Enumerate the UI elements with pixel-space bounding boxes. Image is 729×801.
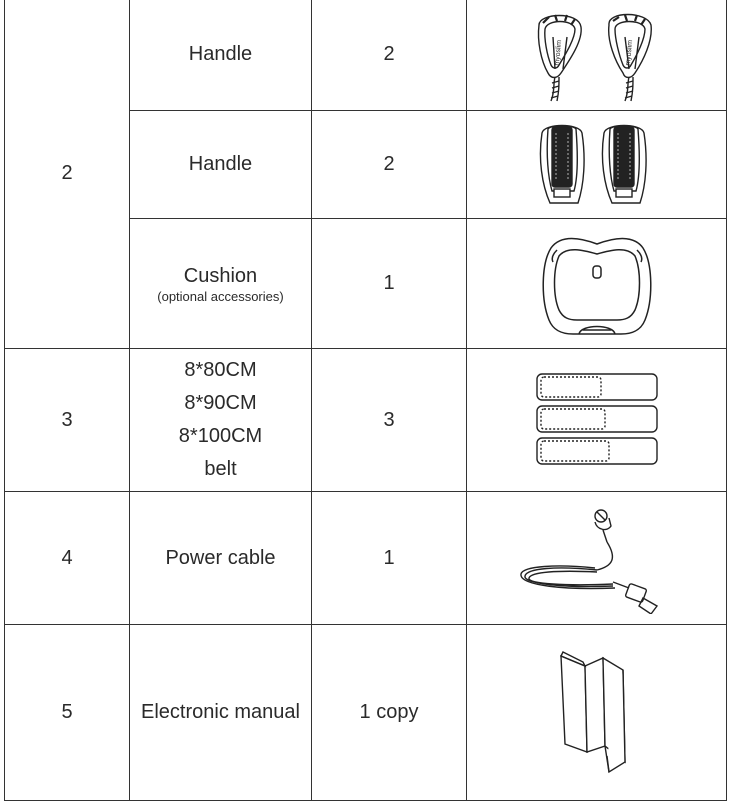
cushion-icon: [537, 230, 657, 338]
handle-illustration-cell: [467, 0, 727, 111]
power-cable-icon: [517, 502, 677, 614]
item-name-cell: [130, 349, 312, 492]
item-name-line: 8*90CM: [184, 392, 257, 414]
table-row: [5, 0, 727, 111]
item-name-cell: [130, 219, 312, 349]
item-quantity: 3: [312, 349, 467, 492]
table-row: [5, 349, 727, 492]
item-name: Handle: [130, 0, 312, 111]
item-quantity: 2: [312, 0, 467, 111]
item-number: 5: [5, 625, 130, 801]
handle-strap-illustration-cell: [467, 111, 727, 219]
belts-illustration-cell: [467, 349, 727, 492]
power-cable-illustration-cell: [467, 492, 727, 625]
item-name-line: belt: [204, 458, 237, 480]
manual-illustration-cell: [467, 625, 727, 801]
manual-icon: [557, 648, 637, 778]
handle-strap-icon: [532, 119, 662, 211]
item-quantity: 1: [312, 219, 467, 349]
cushion-illustration-cell: [467, 219, 727, 349]
packing-list-table: [4, 0, 727, 801]
item-name-line: 8*100CM: [178, 425, 263, 447]
item-name: Cushion: [183, 264, 258, 287]
item-quantity: 2: [312, 111, 467, 219]
item-number: 4: [5, 492, 130, 625]
table-row: [5, 625, 727, 801]
item-name: Electronic manual: [130, 625, 312, 801]
item-name-line: 8*80CM: [184, 359, 257, 381]
handle-brand-text: myoslim: [624, 39, 634, 66]
handle-brand-text: myoslim: [553, 39, 563, 66]
item-name: Power cable: [130, 492, 312, 625]
handle-icon: [517, 7, 677, 103]
item-quantity: 1 copy: [312, 625, 467, 801]
item-name: Handle: [130, 111, 312, 219]
item-quantity: 1: [312, 492, 467, 625]
item-note: (optional accessories): [157, 288, 284, 304]
item-number: 3: [5, 349, 130, 492]
belts-icon: [535, 372, 659, 468]
table-row: [5, 492, 727, 625]
item-number: 2: [5, 0, 130, 349]
